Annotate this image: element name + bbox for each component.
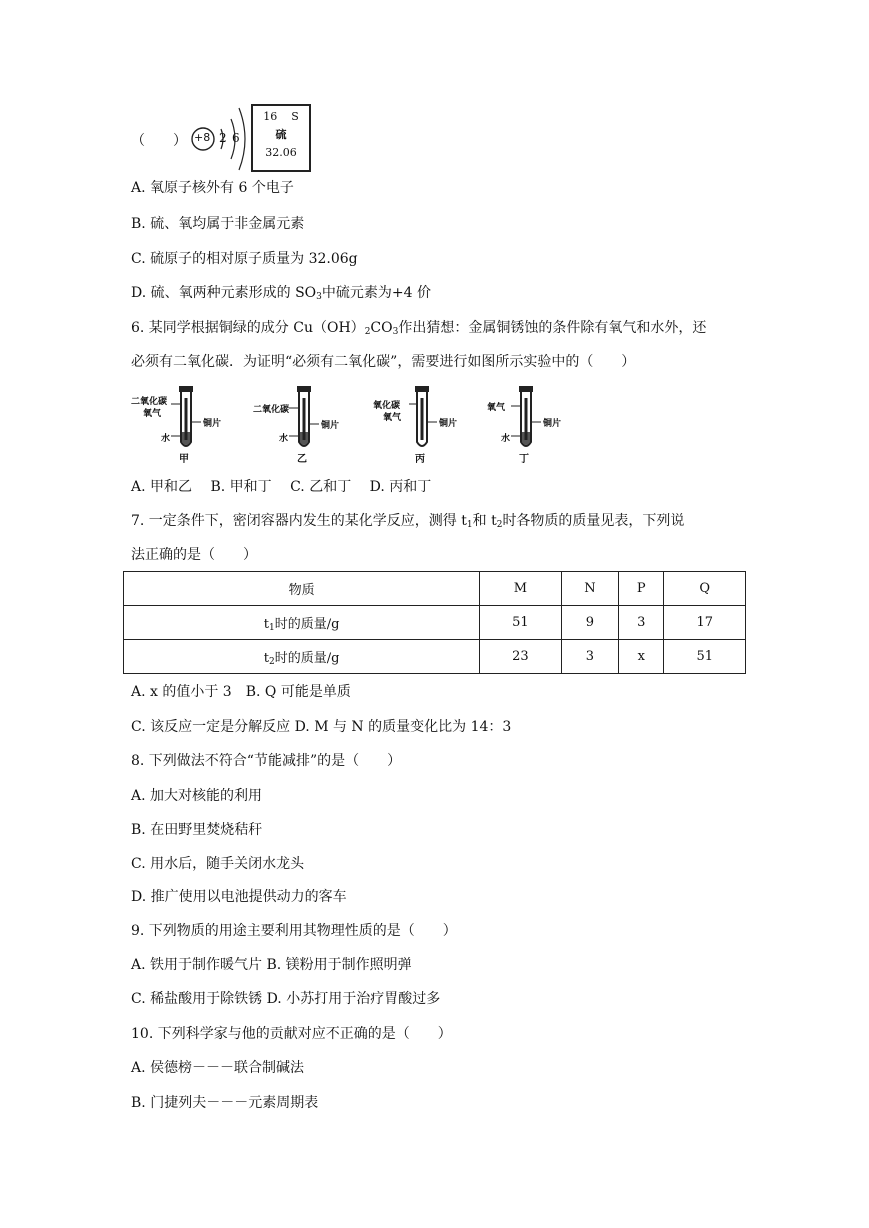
element-symbol: S: [291, 110, 299, 123]
tube-ding: [471, 384, 571, 464]
q7-stem-line1: [131, 512, 684, 530]
tube-name: 甲: [179, 454, 189, 465]
table-cell: x: [619, 640, 664, 674]
q10-option-a: A. 侯德榜－－－联合制碱法: [131, 1060, 305, 1076]
atom-shell-2: 6: [232, 131, 240, 145]
question-5-figure: [131, 104, 321, 174]
q7-mass-table: [123, 571, 746, 674]
text-run: 6. 某同学根据铜绿的成分 Cu（OH）: [131, 320, 365, 336]
q8-option-b: B. 在田野里焚烧秸秆: [131, 822, 263, 838]
text-run: 7. 一定条件下，密闭容器内发生的某化学反应，测得 t: [131, 513, 467, 529]
tube-label-metal: 铜片: [203, 419, 222, 429]
element-name: 硫: [275, 128, 287, 141]
tube-label-water: 水: [279, 434, 289, 444]
table-header: N: [561, 572, 618, 606]
element-mass: 32.06: [265, 146, 297, 159]
text-run: 时的质量/g: [274, 651, 340, 666]
tube-label-water: 水: [161, 434, 171, 444]
q8-option-c: C. 用水后，随手关闭水龙头: [131, 856, 305, 872]
q8-option-d: D. 推广使用以电池提供动力的客车: [131, 889, 347, 905]
sulfur-element-cell: [251, 104, 311, 172]
table-cell: 3: [619, 606, 664, 640]
table-cell: 51: [664, 640, 746, 674]
tube-label-metal: 铜片: [439, 419, 458, 429]
q9-stem: 9. 下列物质的用途主要利用其物理性质的是（ ）: [131, 923, 457, 939]
row-label: [124, 606, 480, 640]
subscript: 2: [496, 520, 503, 530]
table-cell: 51: [480, 606, 562, 640]
tube-label-gas1: 氧化碳: [373, 401, 401, 411]
text-run: t: [263, 617, 269, 632]
table-header-row: [124, 572, 746, 606]
text-run: 作出猜想：金属铜锈蚀的条件除有氧气和水外，还: [398, 320, 707, 336]
q5-option-b: B. 硫、氧均属于非金属元素: [131, 216, 305, 232]
q6-stem-line2: 必须有二氧化碳．为证明“必须有二氧化碳”，需要进行如图所示实验中的（ ）: [131, 354, 636, 370]
element-number-symbol: [253, 108, 309, 126]
element-number: 16: [263, 110, 278, 123]
q7-options-cd: C. 该反应一定是分解反应 D. M 与 N 的质量变化比为 14：3: [131, 719, 512, 735]
table-cell: 3: [561, 640, 618, 674]
q8-option-a: A. 加大对核能的利用: [131, 788, 263, 804]
q10-stem: 10. 下列科学家与他的贡献对应不正确的是（ ）: [131, 1026, 452, 1042]
row-label: [124, 640, 480, 674]
q5-option-a: A. 氧原子核外有 6 个电子: [131, 180, 294, 196]
tube-label-gas2: 氧气: [143, 409, 162, 419]
tube-label-gas1: 氧气: [487, 403, 506, 413]
q5-option-d: [131, 284, 431, 302]
subscript: 3: [316, 292, 322, 302]
text-run: 时各物质的质量见表，下列说: [502, 513, 685, 529]
q5-option-c: C. 硫原子的相对原子质量为 32.06g: [131, 251, 358, 267]
answer-parentheses: （ ）: [131, 133, 187, 149]
subscript: 2: [268, 657, 275, 667]
tube-label-gas2: 氧气: [383, 413, 402, 423]
tube-bing: [367, 384, 467, 464]
text-run: D. 硫、氧两种元素形成的 SO: [131, 285, 317, 301]
q6-stem-line1: [131, 319, 706, 337]
table-cell: 17: [664, 606, 746, 640]
atom-nucleus: +8: [194, 131, 211, 144]
table-cell: 9: [561, 606, 618, 640]
table-header: Q: [664, 572, 746, 606]
text-run: t: [263, 651, 269, 666]
table-header: P: [619, 572, 664, 606]
tube-jia: [131, 384, 231, 464]
text-run: 时的质量/g: [274, 617, 340, 632]
text-run: 中硫元素为+4 价: [321, 285, 431, 301]
q7-options-ab: A. x 的值小于 3 B. Q 可能是单质: [131, 684, 351, 700]
q6-test-tubes-figure: [131, 384, 562, 465]
table-header: M: [480, 572, 562, 606]
text-run: 和 t: [472, 513, 497, 529]
subscript: 3: [392, 327, 399, 337]
table-row: [124, 606, 746, 640]
q6-options: A. 甲和乙 B. 甲和丁 C. 乙和丁 D. 丙和丁: [131, 479, 432, 495]
q10-option-b: B. 门捷列夫－－－元素周期表: [131, 1095, 319, 1111]
tube-label-metal: 铜片: [321, 421, 340, 431]
q8-stem: 8. 下列做法不符合“节能减排”的是（ ）: [131, 753, 402, 769]
tube-label-water: 水: [501, 434, 511, 444]
table-header: 物质: [124, 572, 480, 606]
q7-stem-line2: 法正确的是（ ）: [131, 547, 257, 563]
subscript: 2: [364, 327, 371, 337]
tube-name: 丁: [519, 454, 529, 465]
tube-label-metal: 铜片: [543, 419, 562, 429]
q9-options-ab: A. 铁用于制作暖气片 B. 镁粉用于制作照明弹: [131, 957, 412, 973]
text-run: CO: [370, 320, 393, 336]
subscript: 1: [268, 623, 275, 633]
table-cell: 23: [480, 640, 562, 674]
subscript: 1: [466, 520, 473, 530]
tube-label-gas1: 二氧化碳: [131, 397, 168, 407]
tube-yi: [249, 384, 349, 464]
tube-name: 乙: [297, 454, 307, 465]
table-row: [124, 640, 746, 674]
q9-options-cd: C. 稀盐酸用于除铁锈 D. 小苏打用于治疗胃酸过多: [131, 991, 441, 1007]
tube-name: 丙: [415, 454, 425, 465]
tube-label-gas1: 二氧化碳: [253, 405, 290, 415]
atom-shell-1: 2: [219, 131, 227, 145]
